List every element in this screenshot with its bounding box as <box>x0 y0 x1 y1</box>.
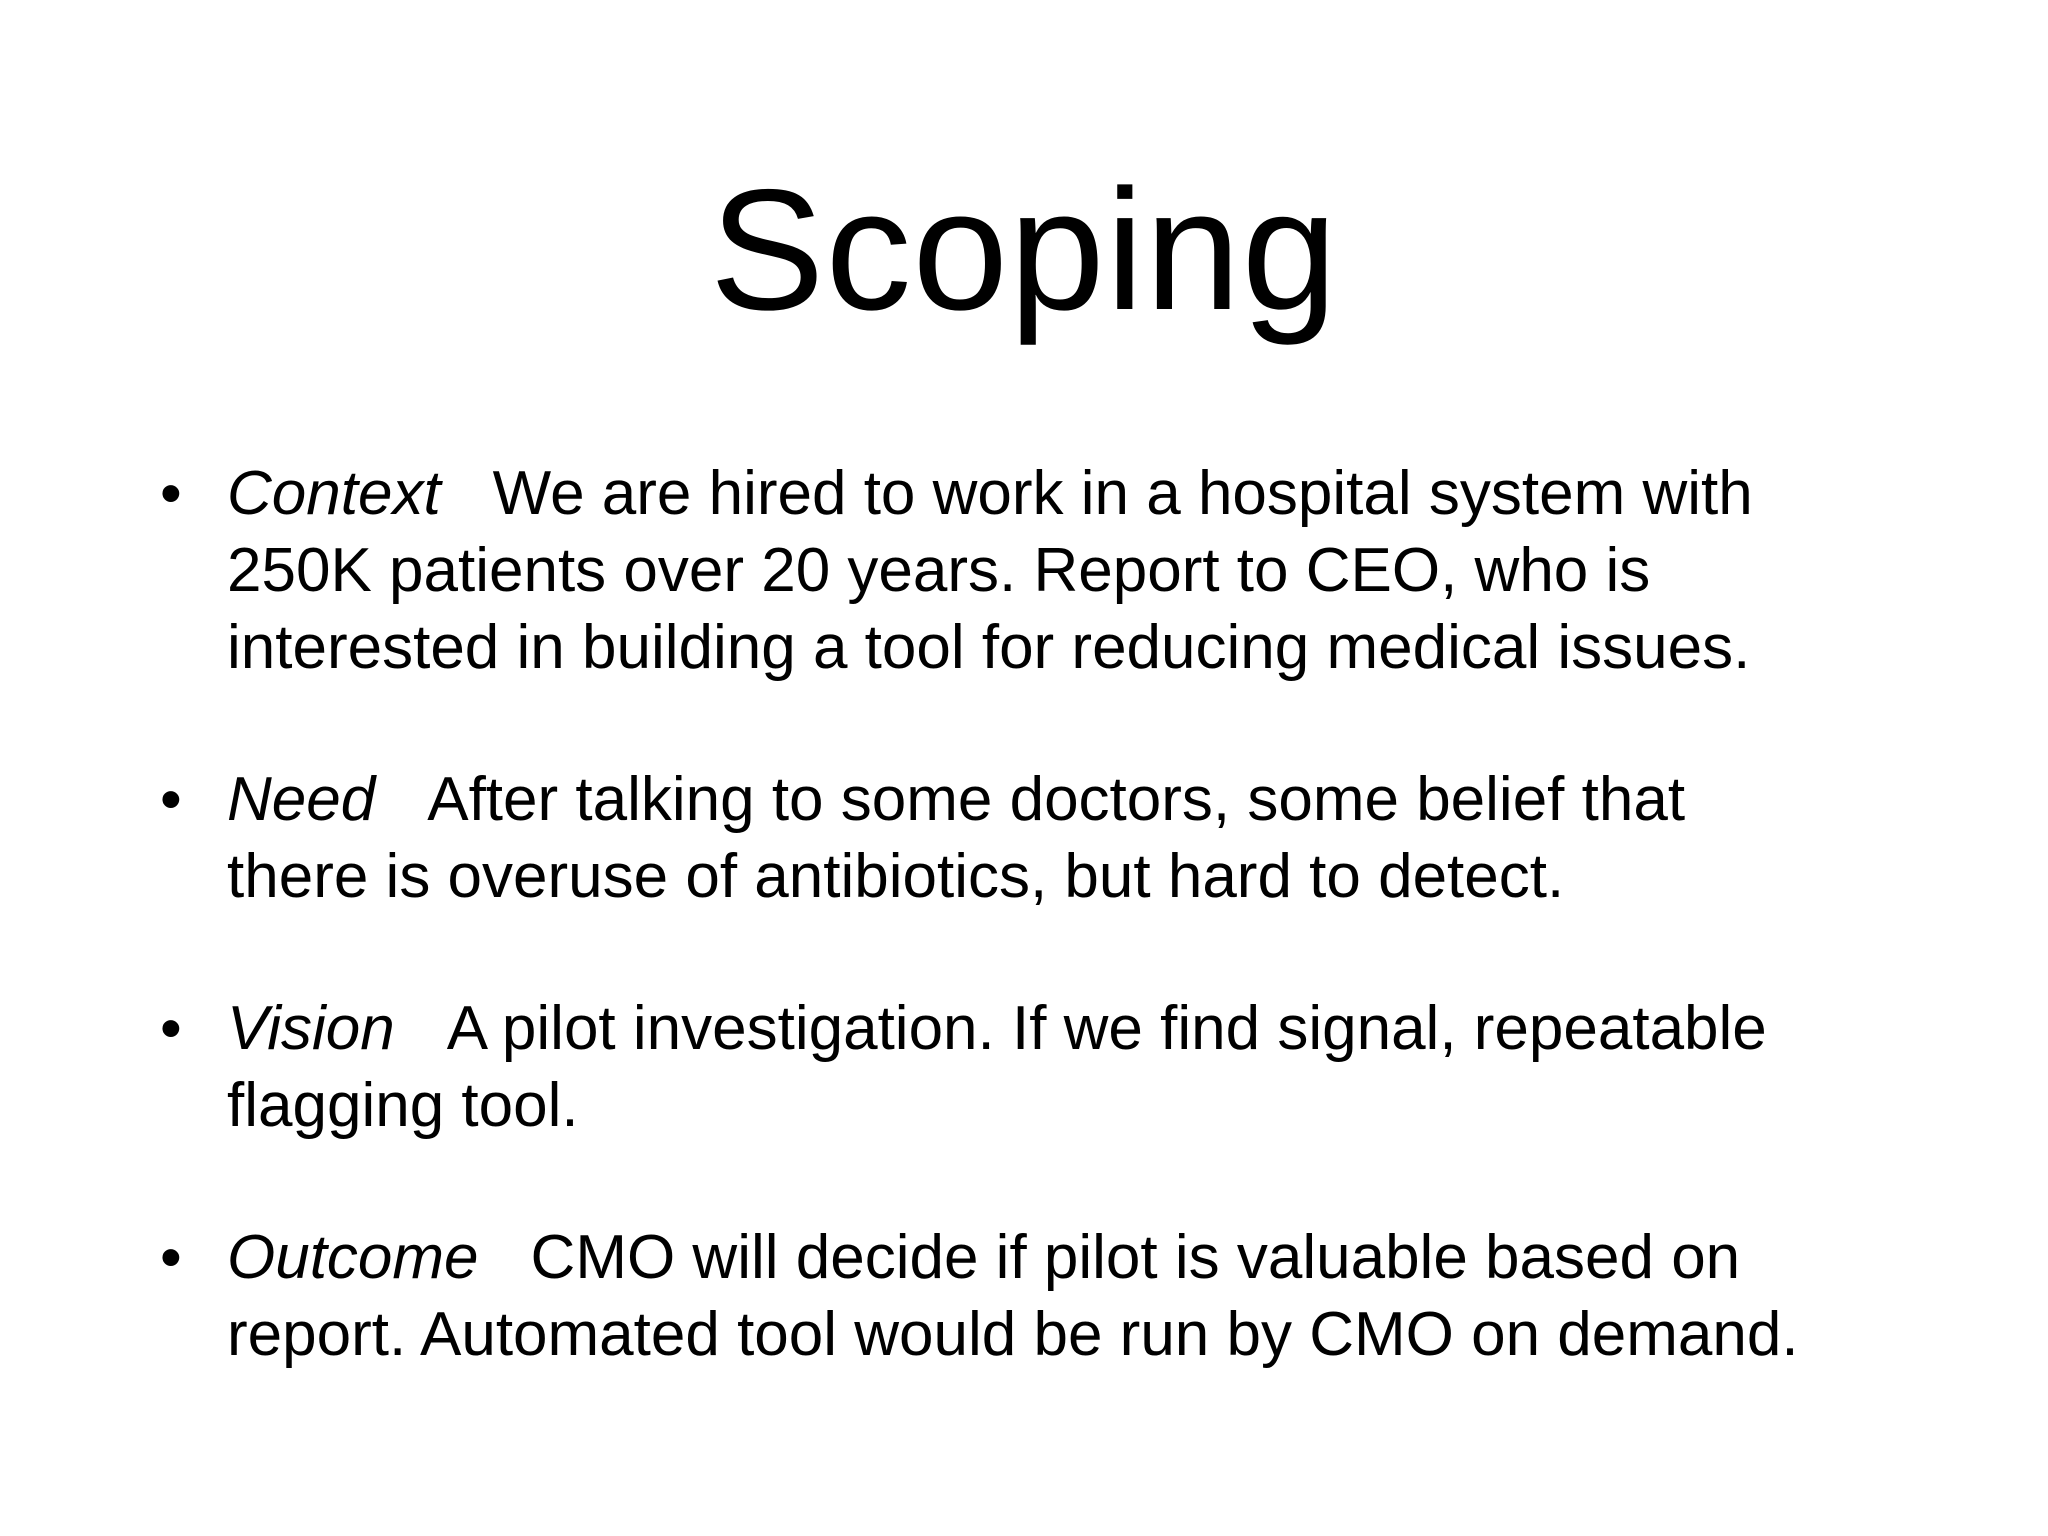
bullet-label: Context <box>227 459 441 528</box>
bullet-label: Outcome <box>227 1223 479 1292</box>
bullet-line <box>227 761 1967 838</box>
bullet-icon: • <box>160 994 182 1063</box>
bullet-text: report. Automated tool would be run by CMO on demand. <box>227 1300 1799 1369</box>
bullet-icon: • <box>160 765 182 834</box>
bullet-text: CMO will decide if pilot is valuable based on <box>530 1223 1741 1292</box>
bullet-label: Vision <box>227 994 395 1063</box>
bullet-icon: • <box>160 459 182 528</box>
bullet-text: flagging tool. <box>227 1071 579 1140</box>
bullet-line <box>227 990 1967 1067</box>
bullet-text: After talking to some doctors, some belief that <box>427 765 1686 834</box>
bullet-body <box>227 1219 1967 1373</box>
bullet-body <box>227 990 1967 1144</box>
bullet-text: 250K patients over 20 years. Report to CEO, who is <box>227 536 1651 605</box>
bullet-icon: • <box>160 1223 182 1292</box>
slide-title: Scoping <box>709 154 1339 346</box>
bullet-text: A pilot investigation. If we find signal, repeatable <box>446 994 1767 1063</box>
bullet-body <box>227 761 1967 915</box>
bullet-line <box>227 1219 1967 1296</box>
bullet-label: Need <box>227 765 376 834</box>
bullet-line <box>227 455 1967 532</box>
bullet-body <box>227 455 1967 686</box>
bullet-text: interested in building a tool for reducing medical issues. <box>227 613 1751 682</box>
bullet-text: We are hired to work in a hospital system with <box>492 459 1753 528</box>
bullet-text: there is overuse of antibiotics, but hard to detect. <box>227 842 1565 911</box>
